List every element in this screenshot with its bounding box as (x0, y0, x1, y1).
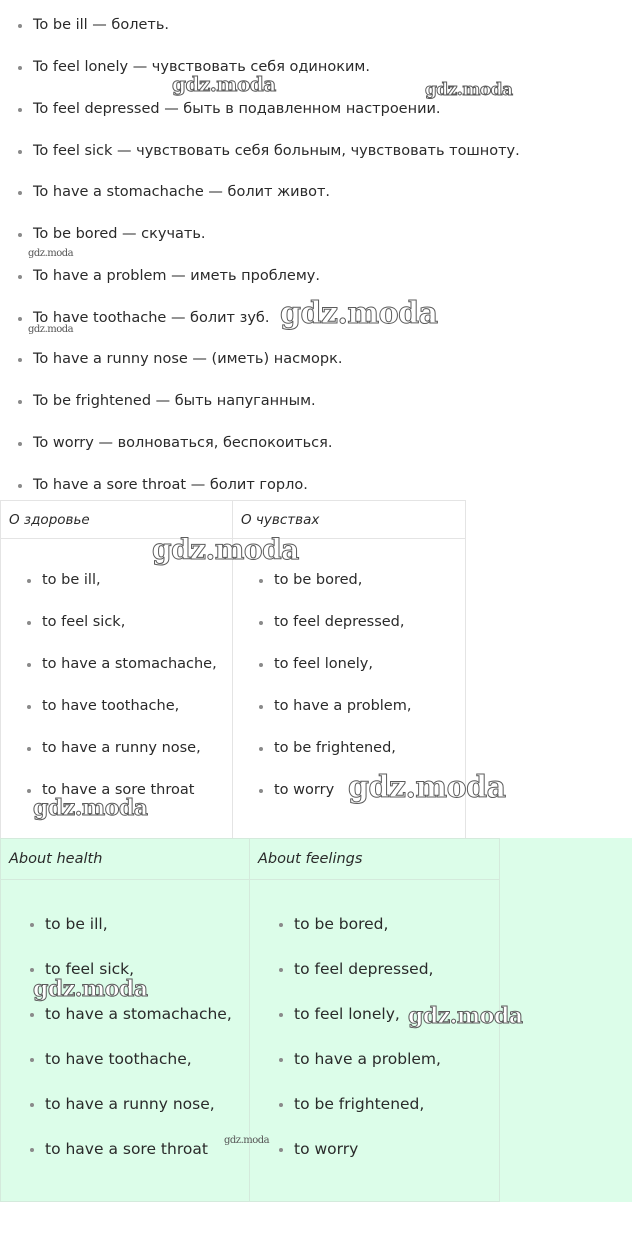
vocab-item: To worry — волноваться, беспокоиться. (33, 435, 333, 451)
watermark: gdz.moda (224, 1135, 270, 1146)
list-item: to have a sore throat (45, 1140, 208, 1158)
vocab-item: To feel lonely — чувствовать себя одиноким. (33, 59, 370, 75)
list-item: to be ill, (45, 915, 108, 933)
vocab-item: To be ill — болеть. (33, 17, 170, 33)
watermark: gdz.moda (33, 795, 148, 821)
list-item: to worry (294, 1140, 359, 1158)
vocab-item: To have a problem — иметь проблему. (33, 268, 320, 284)
list-item: to have a problem, (294, 1050, 441, 1068)
list-item: to have a runny nose, (42, 740, 201, 756)
watermark: gdz.moda (348, 770, 506, 805)
watermark: gdz.moda (425, 80, 513, 100)
list-item: to have a sore throat (42, 782, 195, 798)
watermark: gdz.moda (152, 533, 299, 566)
list-item: to feel lonely, (274, 656, 373, 672)
health-cell (1, 539, 233, 839)
header-feelings: О чувствах (233, 501, 466, 539)
list-item: to be bored, (274, 572, 363, 588)
list-item: to feel sick, (42, 614, 126, 630)
vocab-item: To be bored — скучать. (33, 226, 206, 242)
vocab-item: To be frightened — быть напуганным. (33, 393, 316, 409)
list-item: to have a runny nose, (45, 1095, 215, 1113)
list-item: to have toothache, (42, 698, 180, 714)
list-item: to have a stomachache, (42, 656, 217, 672)
vocab-item: To have a runny nose — (иметь) насморк. (33, 351, 343, 367)
list-item: to worry (274, 782, 335, 798)
header-health: О здоровье (1, 501, 233, 539)
watermark: gdz.moda (33, 976, 148, 1002)
watermark: gdz.moda (172, 72, 276, 96)
list-item: to feel sick, (45, 960, 135, 978)
list-item: to be frightened, (274, 740, 396, 756)
list-item: to have a stomachache, (45, 1005, 232, 1023)
list-item: to feel depressed, (294, 960, 434, 978)
list-item: to have a problem, (274, 698, 412, 714)
vocab-item: To have a stomachache — болит живот. (33, 184, 331, 200)
vocab-item: To have a sore throat — болит горло. (33, 477, 308, 493)
vocab-item: To feel depressed — быть в подавленном настроении. (33, 101, 441, 117)
vocab-item: To feel sick — чувствовать себя больным, чувствовать тошноту. (33, 143, 520, 159)
feelings-cell (250, 880, 500, 1202)
vocab-item: To have toothache — болит зуб. (33, 310, 270, 326)
list-item: to feel depressed, (274, 614, 405, 630)
watermark: gdz.moda (28, 324, 74, 335)
health-cell (1, 880, 250, 1202)
list-item: to have toothache, (45, 1050, 192, 1068)
header-about-health: About health (1, 839, 250, 880)
header-about-feelings: About feelings (250, 839, 500, 880)
list-item: to feel lonely, (294, 1005, 400, 1023)
list-item: to be ill, (42, 572, 101, 588)
watermark: gdz.moda (28, 248, 74, 259)
watermark: gdz.moda (280, 296, 438, 331)
list-item: to be frightened, (294, 1095, 425, 1113)
watermark: gdz.moda (408, 1003, 523, 1029)
list-item: to be bored, (294, 915, 389, 933)
